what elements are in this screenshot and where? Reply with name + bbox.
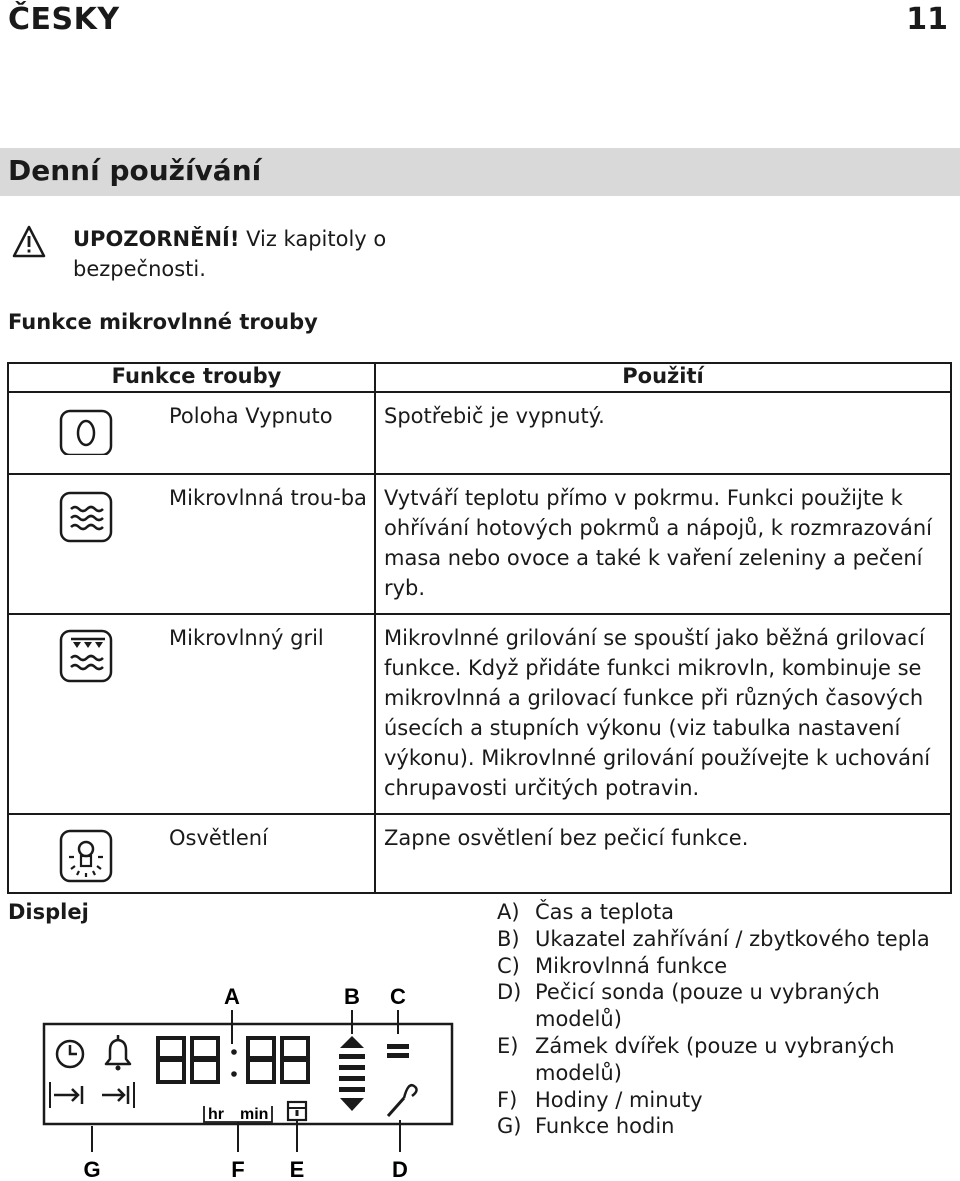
legend-item xyxy=(497,1113,955,1140)
end-time-icon xyxy=(102,1086,128,1104)
table-row xyxy=(8,392,951,474)
duration-icon xyxy=(54,1086,82,1104)
warning-text xyxy=(73,224,403,284)
display-heading: Displej xyxy=(8,900,89,924)
legend-text: Pečicí sonda (pouze u vybraných modelů) xyxy=(535,980,880,1032)
function-name: Mikrovlnný gril xyxy=(159,614,375,814)
function-usage: Spotřebič je vypnutý. xyxy=(375,392,951,474)
icon-cell xyxy=(8,814,159,893)
functions-heading: Funkce mikrovlnné trouby xyxy=(8,310,318,334)
legend-text: Čas a teplota xyxy=(535,900,674,924)
warning-body: Viz kapitoly o bezpečnosti. xyxy=(73,227,387,281)
callout-a: A xyxy=(224,984,240,1009)
icon-cell xyxy=(8,614,159,814)
legend-text: Hodiny / minuty xyxy=(535,1087,703,1112)
legend-item xyxy=(497,1033,955,1087)
function-usage: Vytváří teplotu přímo v pokrmu. Funkci použijte k ohřívání hotových pokrmů a nápojů, k rozmrazování masa nebo ovoce a také k vaření zeleniny a pečení ryb. xyxy=(375,474,951,614)
legend-key: F) xyxy=(497,1087,518,1112)
clock-icon xyxy=(57,1041,83,1067)
colon-dot xyxy=(231,1049,237,1055)
legend-key: D) xyxy=(497,980,522,1005)
microwave-function-icon xyxy=(387,1044,409,1058)
table-row xyxy=(8,614,951,814)
legend-key: E) xyxy=(497,1033,519,1058)
legend-item xyxy=(497,926,955,953)
table-header-row xyxy=(8,363,951,392)
legend-item xyxy=(497,979,955,1033)
legend-text: Mikrovlnná funkce xyxy=(535,953,728,978)
icon-cell xyxy=(8,474,159,614)
colon-dot xyxy=(231,1071,237,1077)
display-diagram xyxy=(40,980,460,1180)
callout-f: F xyxy=(231,1157,245,1180)
column-header-function: Funkce trouby xyxy=(8,363,375,392)
bell-icon xyxy=(106,1035,130,1071)
function-usage: Zapne osvětlení bez pečicí funkce. xyxy=(375,814,951,893)
legend-text: Funkce hodin xyxy=(535,1114,675,1139)
function-usage: Mikrovlnné grilování se spouští jako běžná grilovací funkce. Když přidáte funkci mikrovln, kombinuje se mikrovlnná a grilovací funkce při různých časových úsecích a stupních výkonu (viz tabulka nastavení výkonu). Mikrovlnné grilování používejte k uchování chrupavosti určitých potravin. xyxy=(375,614,951,814)
legend-item xyxy=(497,953,955,980)
section-band xyxy=(0,148,960,196)
function-name: Osvětlení xyxy=(159,814,375,893)
food-probe-icon xyxy=(388,1085,417,1116)
warning-label: UPOZORNĚNÍ! xyxy=(73,227,240,251)
callout-c: C xyxy=(390,984,406,1009)
callout-d: D xyxy=(392,1157,408,1180)
hr-label: hr xyxy=(208,1106,224,1123)
microwave-icon xyxy=(57,487,121,547)
display-legend xyxy=(497,899,955,1140)
lock-icon xyxy=(288,1102,306,1120)
heat-indicator-icon xyxy=(339,1036,365,1111)
light-bulb-icon xyxy=(57,827,121,885)
icon-cell xyxy=(8,392,159,474)
microwave-grill-icon xyxy=(57,627,121,687)
legend-text: Zámek dvířek (pouze u vybraných modelů) xyxy=(535,1033,895,1085)
table-row xyxy=(8,814,951,893)
functions-table xyxy=(7,362,952,894)
function-name: Mikrovlnná trou-ba xyxy=(159,474,375,614)
legend-item xyxy=(497,1087,955,1114)
warning-icon xyxy=(12,225,46,259)
column-header-usage: Použití xyxy=(375,363,951,392)
function-name: Poloha Vypnuto xyxy=(159,392,375,474)
legend-key: C) xyxy=(497,953,520,978)
legend-key: B) xyxy=(497,926,520,951)
power-off-icon xyxy=(57,405,121,455)
legend-text: Ukazatel zahřívání / zbytkového tepla xyxy=(535,926,930,951)
page-number: 11 xyxy=(906,2,948,37)
callout-b: B xyxy=(344,984,360,1009)
min-label: min xyxy=(240,1106,269,1123)
language-header: ČESKY xyxy=(8,2,120,37)
legend-item xyxy=(497,899,955,926)
table-row xyxy=(8,474,951,614)
section-title: Denní používání xyxy=(8,154,262,187)
legend-key: G) xyxy=(497,1114,522,1139)
callout-e: E xyxy=(289,1157,305,1180)
callout-g: G xyxy=(83,1157,101,1180)
legend-key: A) xyxy=(497,900,520,924)
